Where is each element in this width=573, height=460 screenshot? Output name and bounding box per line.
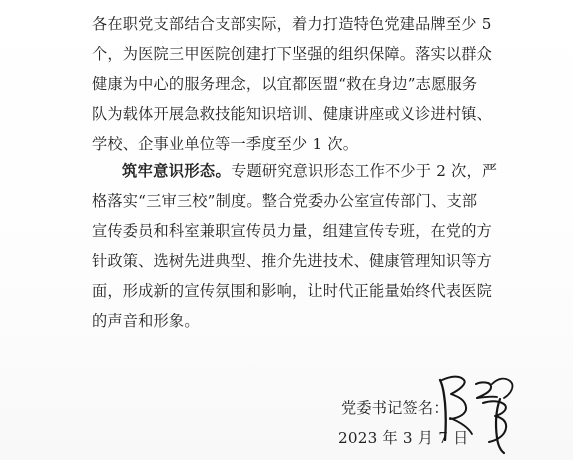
- paragraph-line: 格落实“三审三校”制度。整合党委办公室宣传部门、支部: [92, 192, 478, 210]
- paragraph-line: 学校、企事业单位等一季度至少 1 次。: [92, 135, 359, 153]
- paragraph-line: 各在职党支部结合支部实际，着力打造特色党建品牌至少 5: [92, 15, 492, 33]
- paragraph-line: 健康为中心的服务理念，以宜都医盟“救在身边”志愿服务: [92, 75, 478, 93]
- paragraph-line: 的声音和形象。: [92, 312, 200, 330]
- handwritten-signature: [434, 360, 524, 456]
- paragraph-line: 宣传委员和科室兼职宣传员力量，组建宣传专班，在党的方: [92, 222, 493, 240]
- paragraph-line-rest: 专题研究意识形态工作不少于 2 次，严: [231, 162, 498, 180]
- signature-label: 党委书记签名：: [341, 399, 449, 417]
- paragraph-line: 面，形成新的宣传氛围和影响，让时代正能量始终代表医院: [92, 282, 493, 300]
- section-heading: 筑牢意识形态。: [122, 162, 232, 180]
- paragraph-line: 针政策、选树先进典型、推介先进技术、健康管理知识等方: [92, 252, 493, 270]
- paragraph-line: 队为载体开展急救技能知识培训、健康讲座或义诊进村镇、: [92, 105, 493, 123]
- signature-date: 2023 年 3 月 7 日: [338, 429, 469, 447]
- paragraph-line: 个，为医院三甲医院创建打下坚强的组织保障。落实以群众: [92, 45, 493, 63]
- signature-mark: [434, 360, 524, 456]
